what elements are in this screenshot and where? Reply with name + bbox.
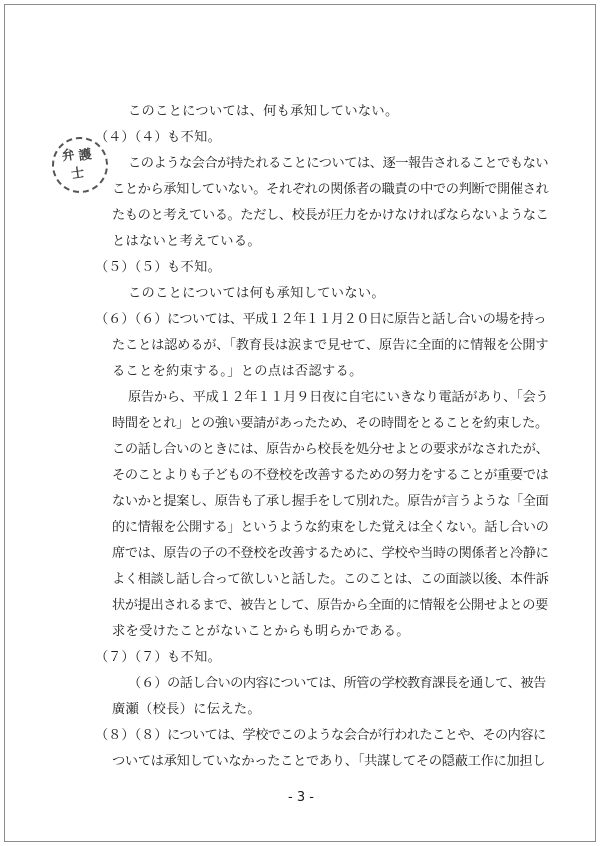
text-line: については、学校でこのような会合が行われたことや、その内容に [167, 728, 546, 743]
text-line: この話し合いのときには、原告から校長を処分せよとの要求がなされたが、 [112, 442, 549, 457]
section-marker: （６） [128, 312, 168, 327]
text-line: ことから承知していない。それぞれの関係者の職責の中での判断で開催され [112, 182, 549, 197]
text-line: 状が提出されるまで、被告として、原告から全面的に情報を公開せよとの要 [112, 598, 548, 613]
text-line: ついては承知していなかったことであり、「共謀してその隠蔽工作に加担し [112, 754, 546, 769]
text-line: このような会合が持たれることについては、逐一報告されることでもない [128, 156, 549, 171]
text-line: も不知。 [167, 260, 222, 275]
text-line: も不知。 [167, 130, 222, 145]
text-line: このことについては、何も承知していない。 [128, 104, 399, 119]
text-line: の話し合いの内容については、所管の学校教育課長を通して、被告 [167, 676, 546, 691]
text-line: 的に情報を公開する」というような約束をした覚えは全くない。話し合いの [112, 520, 549, 535]
section-marker: （８） [128, 728, 168, 743]
section-marker: （５） [95, 260, 135, 275]
text-line: 時間をとれ」との強い要請があったため、その時間をとることを約束した。 [112, 416, 548, 431]
text-line: ないかと提案し、原告も了承し握手をして別れた。原告が言うような「全面 [112, 494, 549, 509]
text-line: も不知。 [167, 650, 222, 665]
text-line: たものと考えている。ただし、校長が圧力をかけなければならないようなこ [112, 208, 549, 223]
section-marker: （４） [95, 130, 135, 145]
text-line: 原告から、平成１２年１１月９日夜に自宅にいきなり電話があり、「会う [128, 390, 549, 405]
text-line: そのことよりも子どもの不登校を改善するための努力をすることが重要では [112, 468, 549, 483]
text-line: たことは認めるが、「教育長は涙まで見せて、原告に全面的に情報を公開す [112, 338, 549, 353]
section-marker: （６） [128, 676, 168, 691]
section-marker: （５） [128, 260, 168, 275]
text-line: よく相談し話し合って欲しいと話した。このことは、この面談以後、本件訴 [112, 572, 549, 587]
text-line: 求を受けたことがないことからも明らかである。 [112, 624, 410, 639]
text-line: 廣瀬（校長）に伝えた。 [112, 702, 261, 717]
text-line: 席では、原告の子の不登校を改善するために、学校や当時の関係者と冷静に [112, 546, 549, 561]
section-marker: （７） [95, 650, 135, 665]
text-line: については、平成１２年１１月２０日に原告と話し合いの場を持っ [167, 312, 546, 327]
section-marker: （６） [95, 312, 135, 327]
section-marker: （８） [95, 728, 135, 743]
stamp-char: 士 [70, 165, 86, 183]
text-line: とはないと考えている。 [112, 234, 261, 249]
text-line: このことについては何も承知していない。 [128, 286, 385, 301]
text-line: ることを約束する。」との点は否認する。 [112, 364, 363, 379]
section-marker: （４） [128, 130, 168, 145]
stamp-char: 護 [77, 147, 93, 165]
page-number: - 3 - [288, 790, 314, 805]
stamp-char: 弁 [60, 147, 76, 165]
section-marker: （７） [128, 650, 168, 665]
